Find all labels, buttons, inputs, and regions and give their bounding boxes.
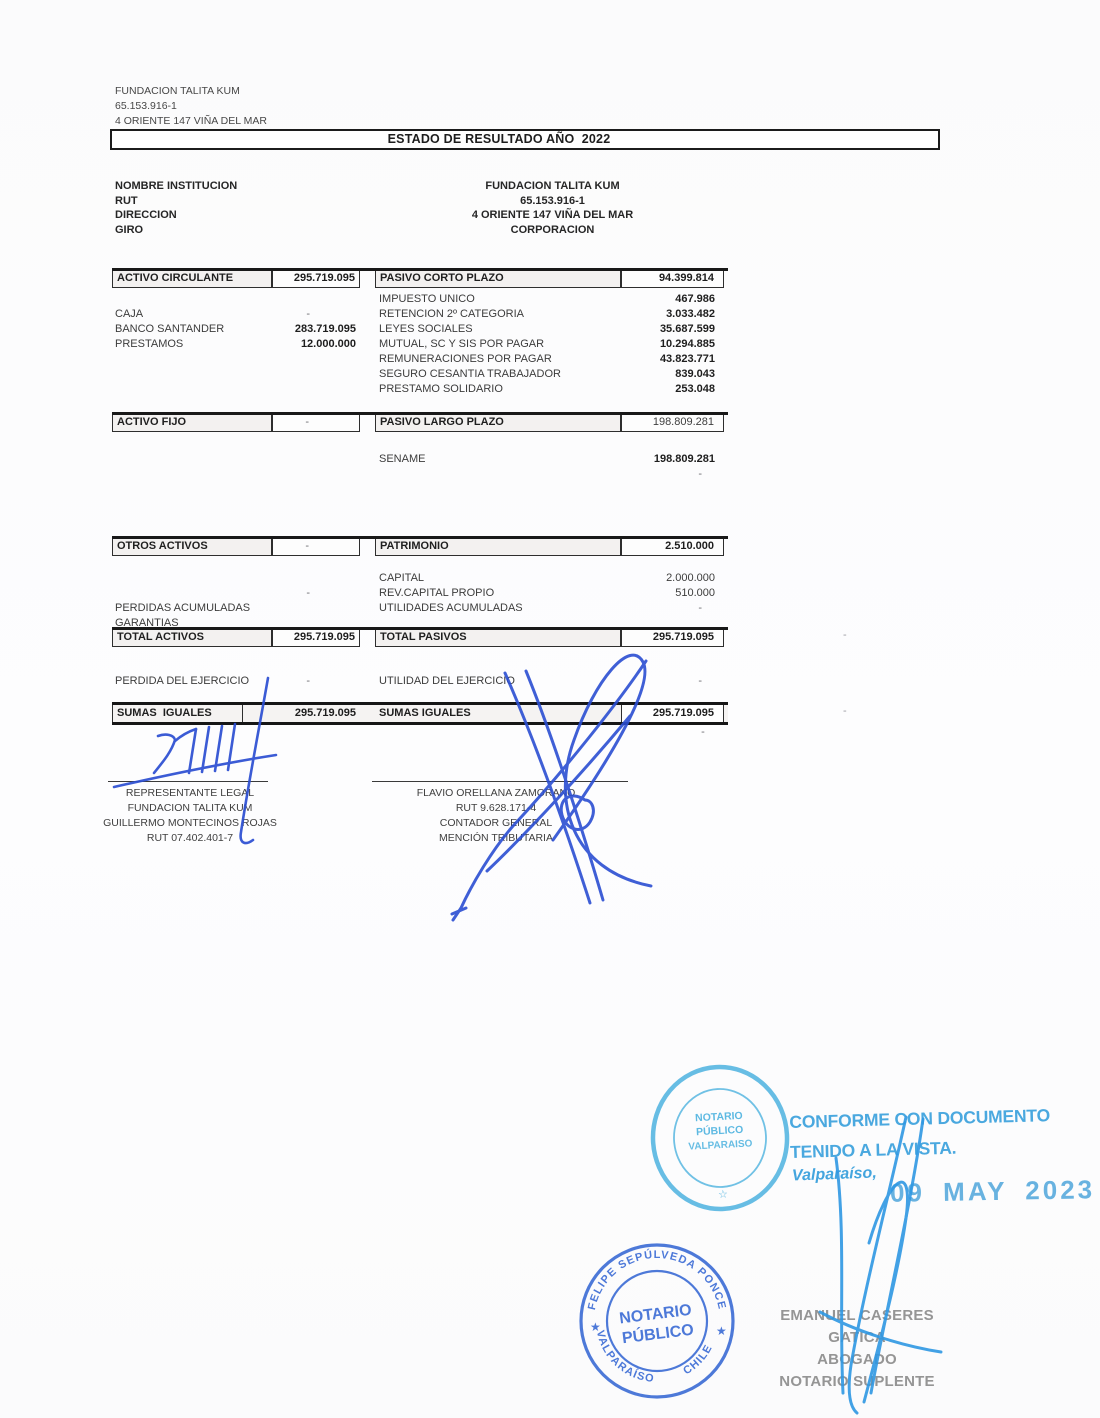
notary-round-stamp-graphic bbox=[577, 1241, 737, 1401]
cell-label: SENAME bbox=[379, 453, 426, 465]
sig-right-mention: MENCIÓN TRIBUTARIA bbox=[439, 832, 553, 844]
cell-label: RETENCION 2º CATEGORIA bbox=[379, 308, 524, 320]
signature-block-left bbox=[95, 786, 285, 846]
date-stamp: 09 MAY 2023 bbox=[889, 1174, 1096, 1208]
cell-value: 839.043 bbox=[675, 368, 715, 380]
cell-label: IMPUESTO UNICO bbox=[379, 293, 475, 305]
band-otros-activos bbox=[112, 536, 728, 556]
cell-value: 253.048 bbox=[675, 383, 715, 395]
cell-value: 467.986 bbox=[675, 293, 715, 305]
info-value-nombre: FUNDACION TALITA KUM bbox=[485, 180, 620, 192]
conforme-line1: CONFORME CON DOCUMENTO bbox=[789, 1105, 1051, 1132]
perdida-label: PERDIDA DEL EJERCICIO bbox=[115, 675, 250, 687]
table-row bbox=[112, 292, 728, 307]
cell-value: 10.294.885 bbox=[659, 338, 715, 350]
band-totals bbox=[112, 627, 728, 647]
sig-left-name: GUILLERMO MONTECINOS ROJAS bbox=[103, 817, 277, 829]
document-title: ESTADO DE RESULTADO AÑO 2022 bbox=[387, 132, 611, 146]
band-gap bbox=[360, 630, 375, 647]
section-activo-fijo bbox=[112, 412, 728, 482]
section-activo-circulante bbox=[112, 268, 728, 397]
cell-label: PERDIDAS ACUMULADAS bbox=[115, 602, 251, 614]
sig-left-org: FUNDACION TALITA KUM bbox=[127, 802, 253, 814]
band-right-value: 94.399.814 bbox=[621, 271, 724, 288]
margin-dash: - bbox=[843, 705, 847, 717]
table-row bbox=[112, 367, 728, 382]
stamp-arc-top: FELIPE SEPÚLVEDA PONCE bbox=[586, 1248, 729, 1312]
notary-round-stamp bbox=[577, 1241, 737, 1401]
notary-teal-stamp-graphic bbox=[645, 1060, 795, 1215]
signature-line-left bbox=[108, 781, 268, 782]
table-row bbox=[112, 586, 728, 601]
letterhead-address: 4 ORIENTE 147 VIÑA DEL MAR bbox=[115, 115, 267, 127]
cell-value: - bbox=[306, 308, 310, 320]
stamp-arc-bottom-right: CHILE bbox=[681, 1342, 716, 1378]
cell-value: - bbox=[698, 602, 702, 614]
table-row bbox=[112, 307, 728, 322]
section-otros-activos bbox=[112, 536, 728, 631]
stamp-text-line: NOTARIO bbox=[694, 1109, 744, 1125]
info-value-direccion: 4 ORIENTE 147 VIÑA DEL MAR bbox=[471, 209, 634, 222]
band-left-label: ACTIVO FIJO bbox=[112, 415, 272, 432]
info-label-nombre: NOMBRE INSTITUCION bbox=[115, 180, 238, 192]
cell-label: PRESTAMOS bbox=[115, 338, 184, 350]
cell-value: 283.719.095 bbox=[294, 323, 356, 335]
stamp-center-line1: NOTARIO bbox=[618, 1301, 693, 1328]
cell-label: REV.CAPITAL PROPIO bbox=[379, 587, 495, 599]
suplente-title: ABOGADO bbox=[817, 1351, 897, 1368]
stamp-text-line: PÚBLICO bbox=[695, 1123, 744, 1139]
star-icon: ☆ bbox=[717, 1188, 729, 1202]
info-label-direccion: DIRECCION bbox=[115, 209, 177, 222]
table-row bbox=[112, 382, 728, 397]
table-row bbox=[112, 467, 728, 482]
table-row bbox=[112, 352, 728, 367]
cell-value: 510.000 bbox=[675, 587, 715, 599]
band-right-label: PASIVO CORTO PLAZO bbox=[375, 271, 621, 288]
band-left-value: - bbox=[272, 539, 360, 556]
stamp-inner-ring bbox=[671, 1087, 768, 1190]
perdida-value: - bbox=[306, 675, 310, 687]
band-right-label: PASIVO LARGO PLAZO bbox=[375, 415, 621, 432]
cell-value: 2.000.000 bbox=[666, 572, 715, 584]
signature-block-right bbox=[360, 786, 632, 846]
signature-line-right bbox=[372, 781, 628, 782]
margin-dash: - bbox=[843, 629, 847, 641]
star-icon: ★ bbox=[716, 1324, 727, 1338]
sig-left-rut: RUT 07.402.401-7 bbox=[146, 832, 234, 844]
total-pasivos-label: TOTAL PASIVOS bbox=[375, 630, 621, 647]
notary-teal-stamp bbox=[645, 1060, 795, 1215]
info-label-rut: RUT bbox=[115, 194, 138, 207]
info-labels bbox=[115, 179, 237, 237]
suplente-stamp bbox=[752, 1305, 962, 1393]
cell-label: GARANTIAS bbox=[115, 617, 179, 629]
utilidad-value: - bbox=[698, 675, 702, 687]
section-sumas-iguales bbox=[112, 702, 728, 725]
stamp-arc-bottom-left: VALPARAÍSO bbox=[593, 1329, 656, 1386]
table-row bbox=[112, 674, 728, 689]
table-row bbox=[112, 452, 728, 467]
band-left-label: ACTIVO CIRCULANTE bbox=[112, 271, 272, 288]
conforme-stamp bbox=[789, 1101, 1051, 1167]
cell-value: 43.823.771 bbox=[659, 353, 715, 365]
sig-right-name: FLAVIO ORELLANA ZAMORANO bbox=[416, 787, 576, 799]
band-right-value: 198.809.281 bbox=[621, 415, 724, 432]
info-value-rut: 65.153.916-1 bbox=[520, 194, 585, 207]
cell-label: REMUNERACIONES POR PAGAR bbox=[379, 353, 552, 365]
table-row bbox=[112, 571, 728, 586]
below-sumas-dash: - bbox=[701, 726, 705, 738]
cell-label: CAPITAL bbox=[379, 572, 425, 584]
stamp-text-line: VALPARAISO bbox=[688, 1138, 753, 1153]
sumas-left-label: SUMAS IGUALES bbox=[112, 705, 243, 722]
table-row bbox=[112, 601, 728, 616]
band-gap bbox=[360, 415, 375, 432]
total-activos-value: 295.719.095 bbox=[272, 630, 360, 647]
star-icon: ★ bbox=[590, 1320, 601, 1334]
cell-value: 35.687.599 bbox=[659, 323, 715, 335]
band-left-value: 295.719.095 bbox=[272, 271, 360, 288]
info-label-giro: GIRO bbox=[115, 223, 144, 236]
band-gap bbox=[360, 271, 375, 288]
info-value-giro: CORPORACION bbox=[510, 223, 595, 236]
utilidad-label: UTILIDAD DEL EJERCICIO bbox=[379, 675, 515, 687]
cell-label: LEYES SOCIALES bbox=[379, 323, 473, 335]
table-row bbox=[112, 337, 728, 352]
letterhead-rut: 65.153.916-1 bbox=[115, 100, 177, 112]
cell-label: SEGURO CESANTIA TRABAJADOR bbox=[379, 368, 561, 380]
conforme-city: Valparaíso, bbox=[791, 1164, 878, 1185]
band-sumas bbox=[112, 702, 728, 725]
section-ejercicio bbox=[112, 674, 728, 689]
band-right-label: PATRIMONIO bbox=[375, 539, 621, 556]
total-activos-label: TOTAL ACTIVOS bbox=[112, 630, 272, 647]
cell-value: - bbox=[306, 587, 310, 599]
sumas-right-label: SUMAS IGUALES bbox=[379, 707, 471, 719]
stamp-center-line2: PÚBLICO bbox=[621, 1321, 695, 1348]
sig-right-role: CONTADOR GENERAL bbox=[439, 817, 553, 829]
letterhead-company: FUNDACION TALITA KUM bbox=[115, 85, 240, 97]
sumas-left-value: 295.719.095 bbox=[294, 707, 356, 719]
conforme-line2: TENIDO A LA VISTA. bbox=[789, 1137, 957, 1162]
info-values bbox=[380, 179, 725, 237]
cell-label: BANCO SANTANDER bbox=[115, 323, 225, 335]
letterhead bbox=[115, 84, 267, 129]
sig-left-role: REPRESENTANTE LEGAL bbox=[125, 787, 255, 799]
cell-label: MUTUAL, SC Y SIS POR PAGAR bbox=[379, 338, 545, 350]
cell-value: 12.000.000 bbox=[300, 338, 356, 350]
band-gap bbox=[360, 539, 375, 556]
cell-label: UTILIDADES ACUMULADAS bbox=[379, 602, 523, 614]
suplente-role: NOTARIO SUPLENTE bbox=[779, 1373, 935, 1390]
suplente-name: EMANUEL CASERES GATICA bbox=[780, 1307, 934, 1346]
sumas-right-value: 295.719.095 bbox=[621, 705, 724, 722]
cell-label: PRESTAMO SOLIDARIO bbox=[379, 383, 503, 395]
section-totals bbox=[112, 627, 728, 647]
total-pasivos-value: 295.719.095 bbox=[621, 630, 724, 647]
sig-right-rut: RUT 9.628.171-4 bbox=[455, 802, 537, 814]
cell-value: - bbox=[698, 468, 702, 480]
band-right-value: 2.510.000 bbox=[621, 539, 724, 556]
band-activo-fijo bbox=[112, 412, 728, 432]
cell-value: 198.809.281 bbox=[653, 453, 715, 465]
band-left-value: - bbox=[272, 415, 360, 432]
stamp-center-text bbox=[618, 1302, 695, 1348]
band-activo-circulante bbox=[112, 268, 728, 288]
cell-label: CAJA bbox=[115, 308, 144, 320]
cell-value: 3.033.482 bbox=[666, 308, 715, 320]
table-row bbox=[112, 322, 728, 337]
band-left-label: OTROS ACTIVOS bbox=[112, 539, 272, 556]
